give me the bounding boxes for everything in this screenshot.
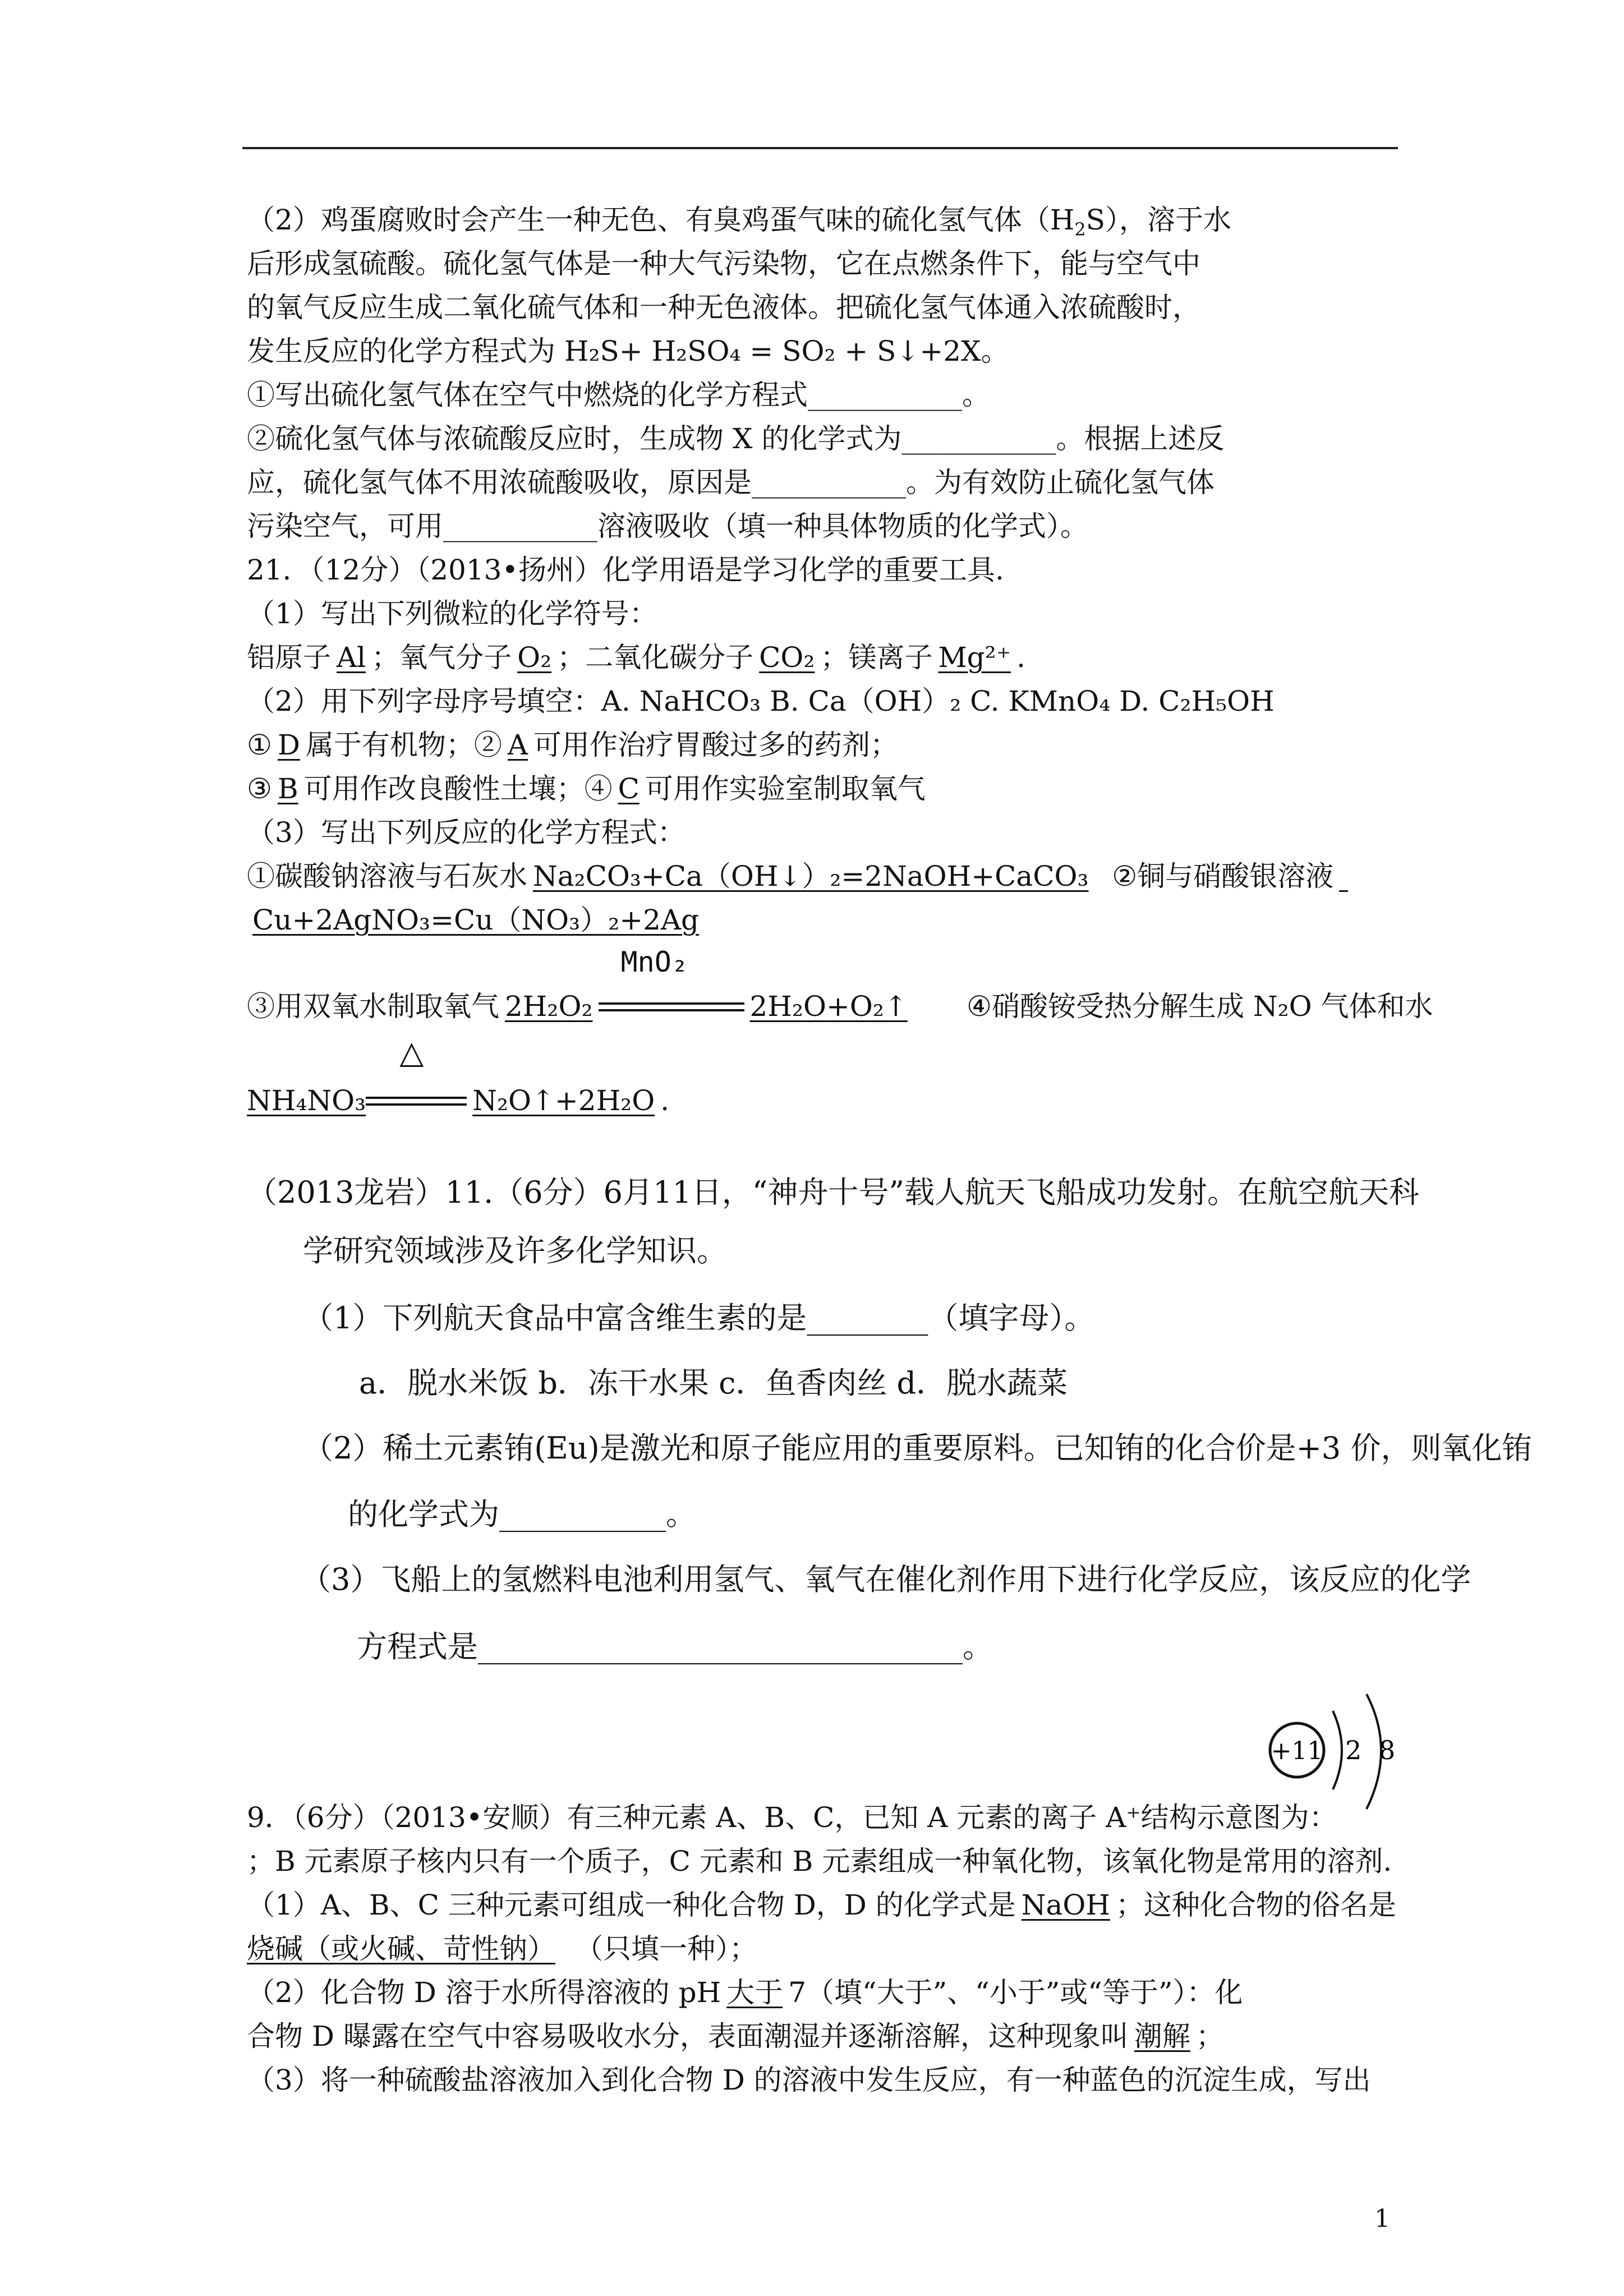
options-line: a．脱水米饭 b．冻干水果 c．鱼香肉丝 d．脱水蔬菜	[359, 1365, 1068, 1401]
answer: NH₄NO₃	[247, 1084, 366, 1117]
text-line: 铝原子 Al ；氧气分子 O₂ ；二氧化碳分子 CO₂ ；镁离子 Mg²⁺ .	[247, 641, 1025, 674]
text-line: ②硫化氢气体与浓硫酸反应时，生成物 X 的化学式为___________。根据上述反	[247, 422, 1225, 455]
answer: CO₂	[759, 641, 815, 674]
text-line: （1）A、B、C 三种元素可组成一种化合物 D，D 的化学式是 NaOH ；这种化合物的俗名是	[247, 1889, 1396, 1921]
text-line: 方程式是________________________________。	[357, 1629, 993, 1664]
answer: C	[618, 772, 640, 805]
answer: Al	[337, 641, 366, 674]
answer: 2H₂O+O₂↑	[749, 990, 908, 1023]
answer: B	[277, 772, 298, 805]
page-number: 1	[1374, 2205, 1390, 2233]
text-line: （1）下列航天食品中富含维生素的是________（填字母）。	[303, 1300, 1095, 1336]
answer: 大于	[726, 1976, 783, 2009]
answer: 2H₂O₂	[505, 990, 593, 1023]
header-rule	[242, 147, 1398, 149]
answer: D	[277, 729, 300, 761]
atom-structure-diagram	[1267, 1688, 1401, 1818]
text-line: ①碳酸钠溶液与石灰水 Na₂CO₃+Ca（OH↓）₂=2NaOH+CaCO₃ ②铜与硝酸银溶液	[247, 858, 1354, 894]
text-line: 污染空气，可用___________溶液吸收（填一种具体物质的化学式）。	[247, 510, 1088, 542]
catalyst-label: MnO₂	[620, 946, 688, 978]
question-21-heading: 21．（12分）（2013•扬州）化学用语是学习化学的重要工具.	[247, 554, 1004, 586]
equation-line: ③用双氧水制取氧气 2H₂O₂ MnO₂ 2H₂O+O₂↑ ④硝酸铵受热分解生成 N₂O 气体和水	[247, 988, 1433, 1028]
text-line: （3）写出下列反应的化学方程式：	[247, 816, 686, 849]
answer: Mg²⁺	[938, 641, 1011, 674]
text-line: 的氧气反应生成二氧化硫气体和一种无色液体。把硫化氢气体通入浓硫酸时，	[247, 291, 1200, 324]
reaction-arrow	[599, 946, 744, 1028]
answer: 烧碱（或火碱、苛性钠）	[247, 1932, 555, 1965]
text-line: （2）鸡蛋腐败时会产生一种无色、有臭鸡蛋气味的硫化氢气体$(H_2S)$，溶于水	[247, 204, 1232, 240]
text-line: 发生反应的化学方程式为 H₂S+ H₂SO₄ = SO₂ + S↓+2X。	[247, 335, 1009, 367]
answer: NaOH	[1021, 1889, 1110, 1921]
text-line: 后形成氢硫酸。硫化氢气体是一种大气污染物，它在点燃条件下，能与空气中	[247, 247, 1200, 280]
question-11-heading: （2013龙岩）11.（6分）6月11日，“神舟十号”载人航天飞船成功发射。在航空航天科	[247, 1175, 1419, 1210]
shell-2-electrons: 8	[1379, 1735, 1396, 1765]
shell-1-electrons: 2	[1345, 1735, 1362, 1765]
equation-line: NH₄NO₃ △ N₂O↑+2H₂O .	[247, 1083, 669, 1122]
answer: N₂O↑+2H₂O	[472, 1084, 655, 1117]
question-9-heading: 9．（6分）（2013•安顺）有三种元素 A、B、C，已知 A 元素的离子 A⁺结构示意图为：	[247, 1801, 1337, 1834]
answer: A	[507, 729, 528, 761]
text-line: 烧碱（或火碱、苛性钠） （只填一种）；	[247, 1932, 757, 1965]
nucleus-label: +11	[1271, 1737, 1323, 1765]
text-line: 应，硫化氢气体不用浓硫酸吸收，原因是___________。为有效防止硫化氢气体	[247, 466, 1214, 499]
text-line: （2）稀土元素铕(Eu)是激光和原子能应用的重要原料。已知铕的化合价是+3 价，则氧化铕	[303, 1430, 1533, 1466]
text-line: 合物 D 曝露在空气中容易吸收水分，表面潮湿并逐渐溶解，这种现象叫 潮解 ；	[247, 2020, 1224, 2053]
text-line: （2）用下列字母序号填空：A. NaHCO₃ B. Ca（OH）₂ C. KMnO₄ D. C₂H₅OH	[247, 685, 1275, 717]
answer: Na₂CO₃+Ca（OH↓）₂=2NaOH+CaCO₃	[533, 860, 1089, 892]
answer: Cu+2AgNO₃=Cu（NO₃）₂+2Ag	[252, 904, 700, 936]
heat-symbol: △	[399, 1034, 424, 1071]
answer: O₂	[517, 641, 552, 674]
text-line: 的化学式为___________。	[348, 1497, 696, 1532]
answer: 潮解	[1134, 2020, 1190, 2053]
text-line: （1）写出下列微粒的化学符号：	[247, 597, 657, 630]
reaction-arrow	[366, 1034, 467, 1122]
answer	[1333, 860, 1354, 892]
text-line	[247, 902, 705, 938]
text-line: 学研究领域涉及许多化学知识。	[303, 1233, 727, 1268]
text-line: ①写出硫化氢气体在空气中燃烧的化学方程式___________。	[247, 379, 990, 411]
text-line: （2）化合物 D 溶于水所得溶液的 pH 大于 7（填“大于”、“小于”或“等于”）：化	[247, 1976, 1243, 2009]
text-line: ① D 属于有机物；② A 可用作治疗胃酸过多的药剂；	[247, 729, 899, 761]
text-line: ③ B 可用作改良酸性土壤；④ C 可用作实验室制取氧气	[247, 772, 926, 805]
text-line: （3）飞船上的氢燃料电池利用氢气、氧气在催化剂作用下进行化学反应，该反应的化学	[301, 1562, 1471, 1597]
text-line: ；B 元素原子核内只有一个质子，C 元素和 B 元素组成一种氧化物，该氧化物是常用的溶剂.	[247, 1845, 1392, 1878]
text-line: （3）将一种硫酸盐溶液加入到化合物 D 的溶液中发生反应，有一种蓝色的沉淀生成，写出	[247, 2064, 1371, 2096]
